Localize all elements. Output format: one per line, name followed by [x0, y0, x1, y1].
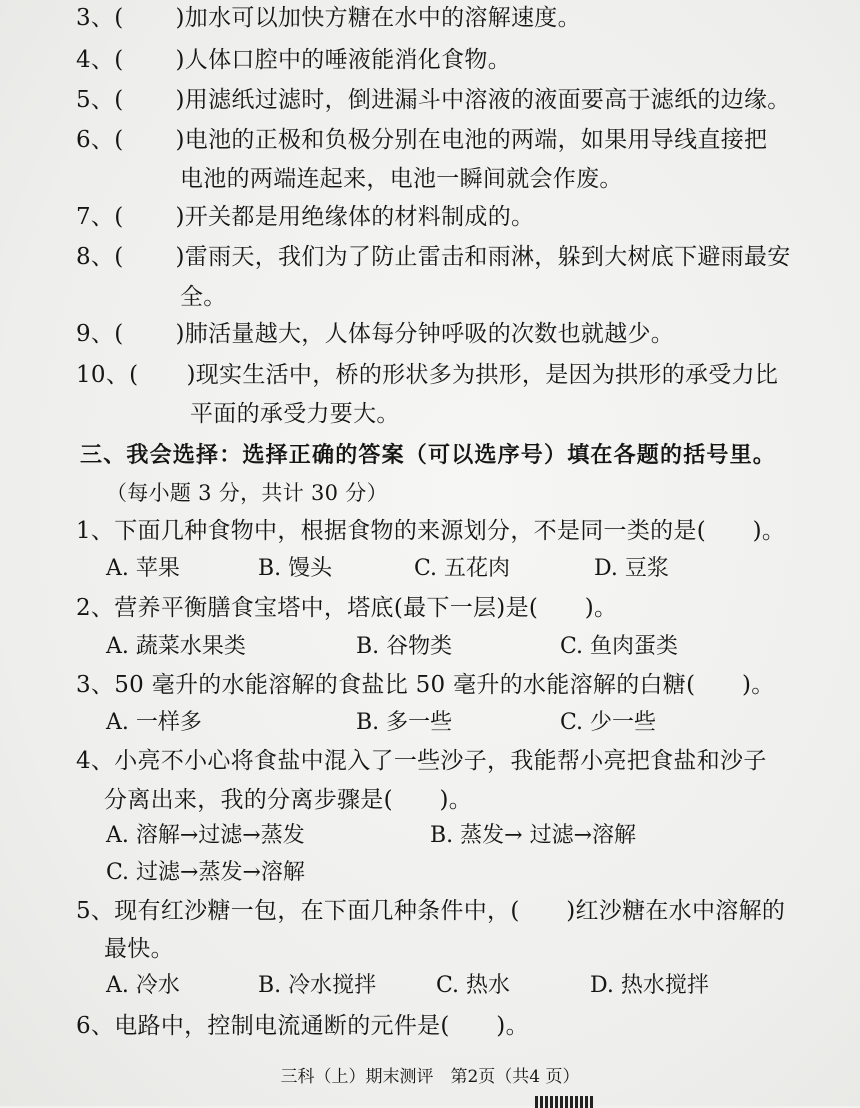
item-text: 现实生活中，桥的形状多为拱形，是因为拱形的承受力比 [195, 362, 779, 388]
choice-question-1: 1、下面几种食物中，根据食物的来源划分，不是同一类的是( )。 [76, 518, 786, 544]
qr-code-icon [535, 1096, 593, 1108]
choice-question-5: 5、现有红沙糖一包，在下面几种条件中，( )红沙糖在水中溶解的 [76, 898, 786, 924]
choice-question-6: 6、电路中，控制电流通断的元件是( )。 [76, 1013, 529, 1039]
option-c: C. 少一些 [560, 710, 657, 735]
judgement-item-6-continued: 电池的两端连起来，电池一瞬间就会作废。 [180, 166, 623, 192]
judgement-item-4: 4、( )人体口腔中的唾液能消化食物。 [76, 47, 511, 73]
item-text: 加水可以加快方糖在水中的溶解速度。 [184, 5, 581, 31]
item-text: 电池的正极和负极分别在电池的两端，如果用导线直接把 [184, 127, 768, 153]
option-c: C. 热水 [436, 973, 511, 998]
choice-question-2: 2、营养平衡膳食宝塔中，塔底(最下一层)是( )。 [76, 595, 618, 621]
item-text: 开关都是用绝缘体的材料制成的。 [184, 204, 535, 230]
choice-question-5-continued: 最快。 [104, 936, 174, 962]
judgement-item-10-continued: 平面的承受力要大。 [190, 401, 400, 427]
option-c: C. 过滤→蒸发→溶解 [106, 860, 305, 885]
option-a: A. 蔬菜水果类 [106, 634, 246, 659]
choice-question-4-continued: 分离出来，我的分离步骤是( )。 [104, 787, 473, 813]
judgement-item-6: 6、( )电池的正极和负极分别在电池的两端，如果用导线直接把 [76, 127, 768, 153]
option-b: B. 冷水搅拌 [258, 973, 377, 998]
judgement-item-3: 3、( )加水可以加快方糖在水中的溶解速度。 [76, 5, 581, 31]
item-number: 3、( [76, 5, 124, 31]
item-number: 4、( [76, 47, 124, 73]
option-c: C. 五花肉 [414, 556, 511, 581]
option-b: B. 多一些 [356, 710, 453, 735]
choice-question-4: 4、小亮不小心将食盐中混入了一些沙子，我能帮小亮把食盐和沙子 [76, 748, 767, 774]
option-b: B. 馒头 [258, 556, 333, 581]
judgement-item-5: 5、( )用滤纸过滤时，倒进漏斗中溶液的液面要高于滤纸的边缘。 [76, 87, 791, 113]
section-3-title: 三、我会选择：选择正确的答案（可以选序号）填在各题的括号里。 [80, 442, 777, 468]
item-text: 用滤纸过滤时，倒进漏斗中溶液的液面要高于滤纸的边缘。 [184, 87, 791, 113]
judgement-item-9: 9、( )肺活量越大，人体每分钟呼吸的次数也就越少。 [76, 321, 675, 347]
item-number: 7、( [76, 204, 124, 230]
option-a: A. 冷水 [106, 973, 180, 998]
option-d: D. 豆浆 [594, 556, 669, 581]
choice-question-3: 3、50 毫升的水能溶解的食盐比 50 毫升的水能溶解的白糖( )。 [76, 672, 775, 698]
item-text: 雷雨天，我们为了防止雷击和雨淋，躲到大树底下避雨最安 [184, 244, 791, 270]
option-b: B. 蒸发→ 过滤→溶解 [430, 823, 637, 848]
item-number: 5、( [76, 87, 124, 113]
item-number: 10、( [76, 362, 139, 388]
item-number: 6、( [76, 127, 124, 153]
judgement-item-10: 10、( )现实生活中，桥的形状多为拱形，是因为拱形的承受力比 [76, 362, 779, 388]
item-number: 8、( [76, 244, 124, 270]
option-c: C. 鱼肉蛋类 [560, 634, 679, 659]
item-number: 9、( [76, 321, 124, 347]
judgement-item-8: 8、( )雷雨天，我们为了防止雷击和雨淋，躲到大树底下避雨最安 [76, 244, 791, 270]
option-a: A. 一样多 [106, 710, 202, 735]
option-a: A. 苹果 [106, 556, 180, 581]
page-footer: 三科（上）期末测评 第2页（共4 页） [280, 1067, 580, 1087]
item-text: 人体口腔中的唾液能消化食物。 [184, 47, 511, 73]
option-a: A. 溶解→过滤→蒸发 [106, 823, 305, 848]
section-3-score-note: （每小题 3 分，共计 30 分） [106, 481, 388, 505]
judgement-item-7: 7、( )开关都是用绝缘体的材料制成的。 [76, 204, 535, 230]
item-text: 肺活量越大，人体每分钟呼吸的次数也就越少。 [184, 321, 675, 347]
option-b: B. 谷物类 [356, 634, 453, 659]
option-d: D. 热水搅拌 [590, 973, 709, 998]
judgement-item-8-continued: 全。 [180, 284, 227, 310]
